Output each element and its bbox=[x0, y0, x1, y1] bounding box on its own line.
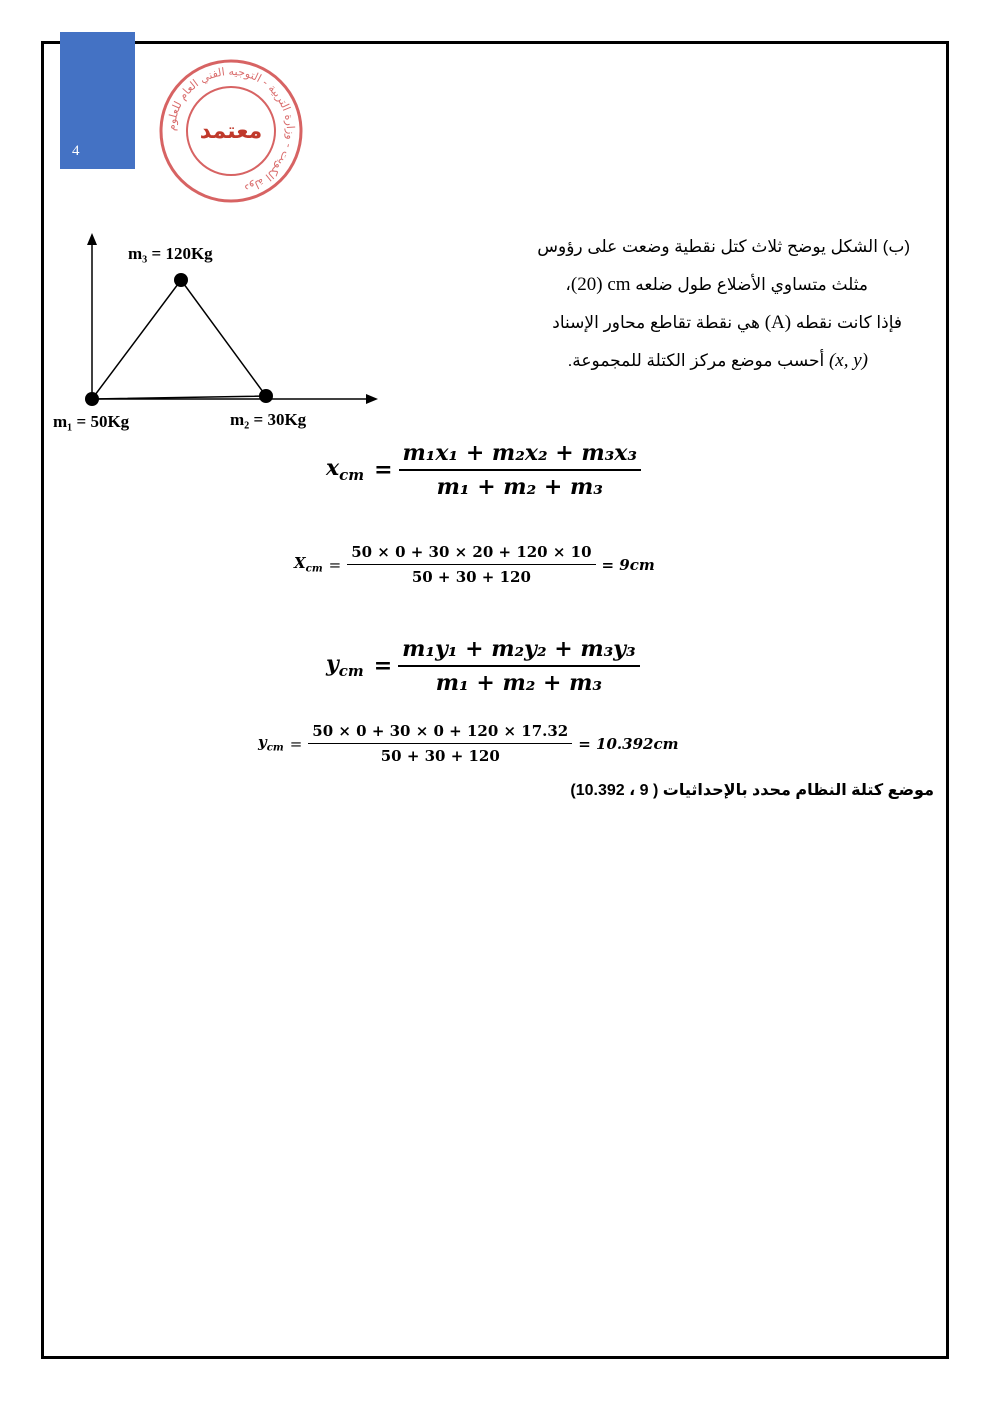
mass-point-m1 bbox=[85, 392, 99, 406]
xcm-calc-numerator: 50 × 0 + 30 × 20 + 120 × 10 bbox=[347, 543, 595, 565]
triangle-diagram bbox=[40, 225, 390, 440]
label-m3: m₃ = 120Kg bbox=[128, 244, 213, 263]
mass-point-m2 bbox=[259, 389, 273, 403]
x-axis-arrow-icon bbox=[366, 394, 378, 404]
ycm-calc-denominator: 50 + 30 + 120 bbox=[380, 747, 500, 765]
conclusion-text: موضع كتلة النظام محدد بالإحداثيات bbox=[662, 782, 934, 799]
ycm-calculation: $y_{cm}$ = $\frac{50 \times 0 + 30 \times 0 + 120 \times 17.32}{50 + 30 + 120}$ = 10.392cm bbox=[258, 722, 679, 765]
conclusion-line bbox=[570, 780, 934, 800]
coords-notation: (x, y) bbox=[828, 350, 868, 371]
approval-stamp bbox=[156, 58, 306, 204]
ycm-result: = 10.392cm bbox=[578, 734, 679, 753]
ycm-formula-numerator: m₁y₁ + m₂y₂ + m₃y₃ bbox=[398, 636, 640, 667]
xcm-result: = 9cm bbox=[601, 555, 655, 574]
xcm-calc-lhs: $X_{cm}$ bbox=[294, 554, 323, 575]
page-number: 4 bbox=[72, 143, 80, 159]
triangle bbox=[92, 280, 266, 399]
ycm-formula: $y_{cm}$ = $\frac{\text{m₁y₁ + m₂y₂ + m₃y₃}}{\text{m₁ + m₂ + m₃}}$ bbox=[326, 636, 646, 696]
ycm-calc-numerator: 50 × 0 + 30 × 0 + 120 × 17.32 bbox=[308, 722, 572, 744]
label-m2: m₂ = 30Kg bbox=[230, 410, 307, 429]
xcm-formula-numerator: m₁x₁ + m₂x₂ + m₃x₃ bbox=[399, 440, 642, 471]
problem-line-4: (x, y) أحسب موضع مركز الكتلة للمجموعة. bbox=[567, 350, 868, 371]
problem-line-1: (ب) الشكل يوضح ثلاث كتل نقطية وضعت على رؤوس bbox=[537, 237, 910, 256]
xcm-calculation: $X_{cm}$ = $\frac{50 \times 0 + 30 \times 20 + 120 \times 10}{50 + 30 + 120}$ = 9cm bbox=[294, 543, 655, 586]
ycm-calc-lhs: $y_{cm}$ bbox=[258, 733, 284, 754]
stamp-ring-text: دولة الكويت - وزارة التربية - التوجيه الفني العام للعلوم bbox=[164, 64, 298, 196]
side-length: (20) cm bbox=[570, 274, 631, 295]
xcm-formula-denominator: m₁ + m₂ + m₃ bbox=[436, 474, 603, 500]
y-axis-arrow-icon bbox=[87, 233, 97, 245]
label-m1: m₁ = 50Kg bbox=[53, 412, 130, 431]
problem-line-2: مثلث متساوي الأضلاع طول ضلعه (20) cm، bbox=[565, 274, 868, 295]
xcm-calc-denominator: 50 + 30 + 120 bbox=[411, 568, 531, 586]
xcm-formula: $x_{cm}$ = $\frac{\text{m₁x₁ + m₂x₂ + m₃x₃}}{\text{m₁ + m₂ + m₃}}$ bbox=[326, 440, 647, 500]
conclusion-coords: (10.392 ، 9 ) bbox=[570, 782, 659, 799]
origin-point: (A) bbox=[764, 312, 792, 333]
ycm-lhs: $y_{cm}$ bbox=[326, 651, 364, 681]
stamp-center-text: معتمد bbox=[199, 119, 263, 144]
xcm-lhs: $x_{cm}$ bbox=[326, 455, 365, 485]
ycm-formula-denominator: m₁ + m₂ + m₃ bbox=[435, 670, 603, 696]
mass-point-m3 bbox=[174, 273, 188, 287]
problem-line-3: فإذا كانت نقطه (A) هي نقطة تقاطع محاور الإسناد bbox=[552, 312, 902, 333]
problem-statement bbox=[480, 228, 910, 380]
